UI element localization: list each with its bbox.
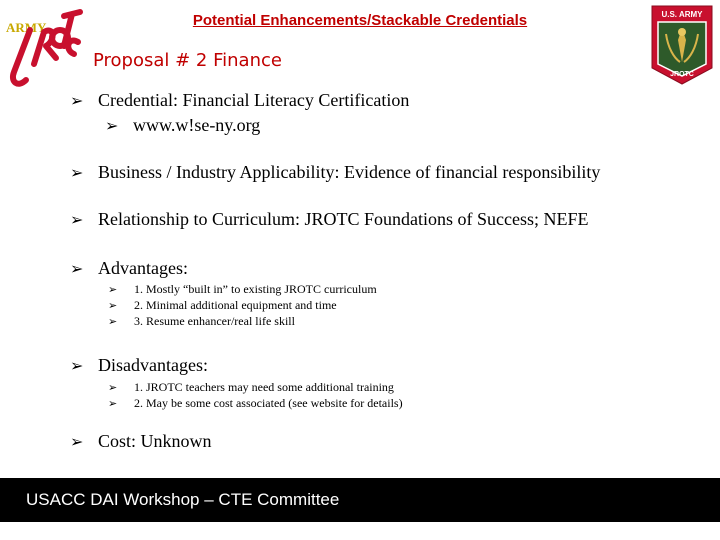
advantage-item: ➢ 1. Mostly “built in” to existing JROTC curriculum [108,282,377,296]
bullet-business: ➢ Business / Industry Applicability: Evidence of financial responsibility [70,162,601,182]
arrow-bullet-icon: ➢ [108,315,118,328]
bullet-relationship: ➢ Relationship to Curriculum: JROTC Foundations of Success; NEFE [70,209,589,229]
badge-top-text: U.S. ARMY [661,10,703,19]
footer-text: USACC DAI Workshop – CTE Committee [26,490,340,509]
arrow-bullet-icon: ➢ [70,163,84,182]
arrow-bullet-icon: ➢ [108,283,118,296]
arrow-bullet-icon: ➢ [70,259,84,278]
arrow-bullet-icon: ➢ [108,299,118,312]
badge-bottom-text: JROTC [670,71,694,78]
arrow-bullet-icon: ➢ [108,381,118,394]
bullet-credential: ➢ Credential: Financial Literacy Certification [70,90,410,110]
bullet-cost: ➢ Cost: Unknown [70,431,212,451]
bullet-disadvantages: ➢ Disadvantages: [70,355,208,375]
arrow-bullet-icon: ➢ [70,210,84,229]
bullet-advantages: ➢ Advantages: [70,258,188,278]
disadvantage-item: ➢ 2. May be some cost associated (see website for details) [108,396,403,410]
bullet-credential-url: ➢ www.w!se-ny.org [105,115,261,135]
advantage-item: ➢ 2. Minimal additional equipment and time [108,298,337,312]
slide-subtitle: Proposal # 2 Finance [93,50,282,71]
arrow-bullet-icon: ➢ [108,397,118,410]
logo-army-text: ARMY [6,20,47,35]
advantage-item: ➢ 3. Resume enhancer/real life skill [108,314,295,328]
arrow-bullet-icon: ➢ [105,116,119,135]
disadvantage-item: ➢ 1. JROTC teachers may need some additional training [108,380,394,394]
header-title: Potential Enhancements/Stackable Credentials [192,12,528,29]
arrow-bullet-icon: ➢ [70,91,84,110]
arrow-bullet-icon: ➢ [70,356,84,375]
arrow-bullet-icon: ➢ [70,432,84,451]
army-jrotc-badge [650,4,714,86]
